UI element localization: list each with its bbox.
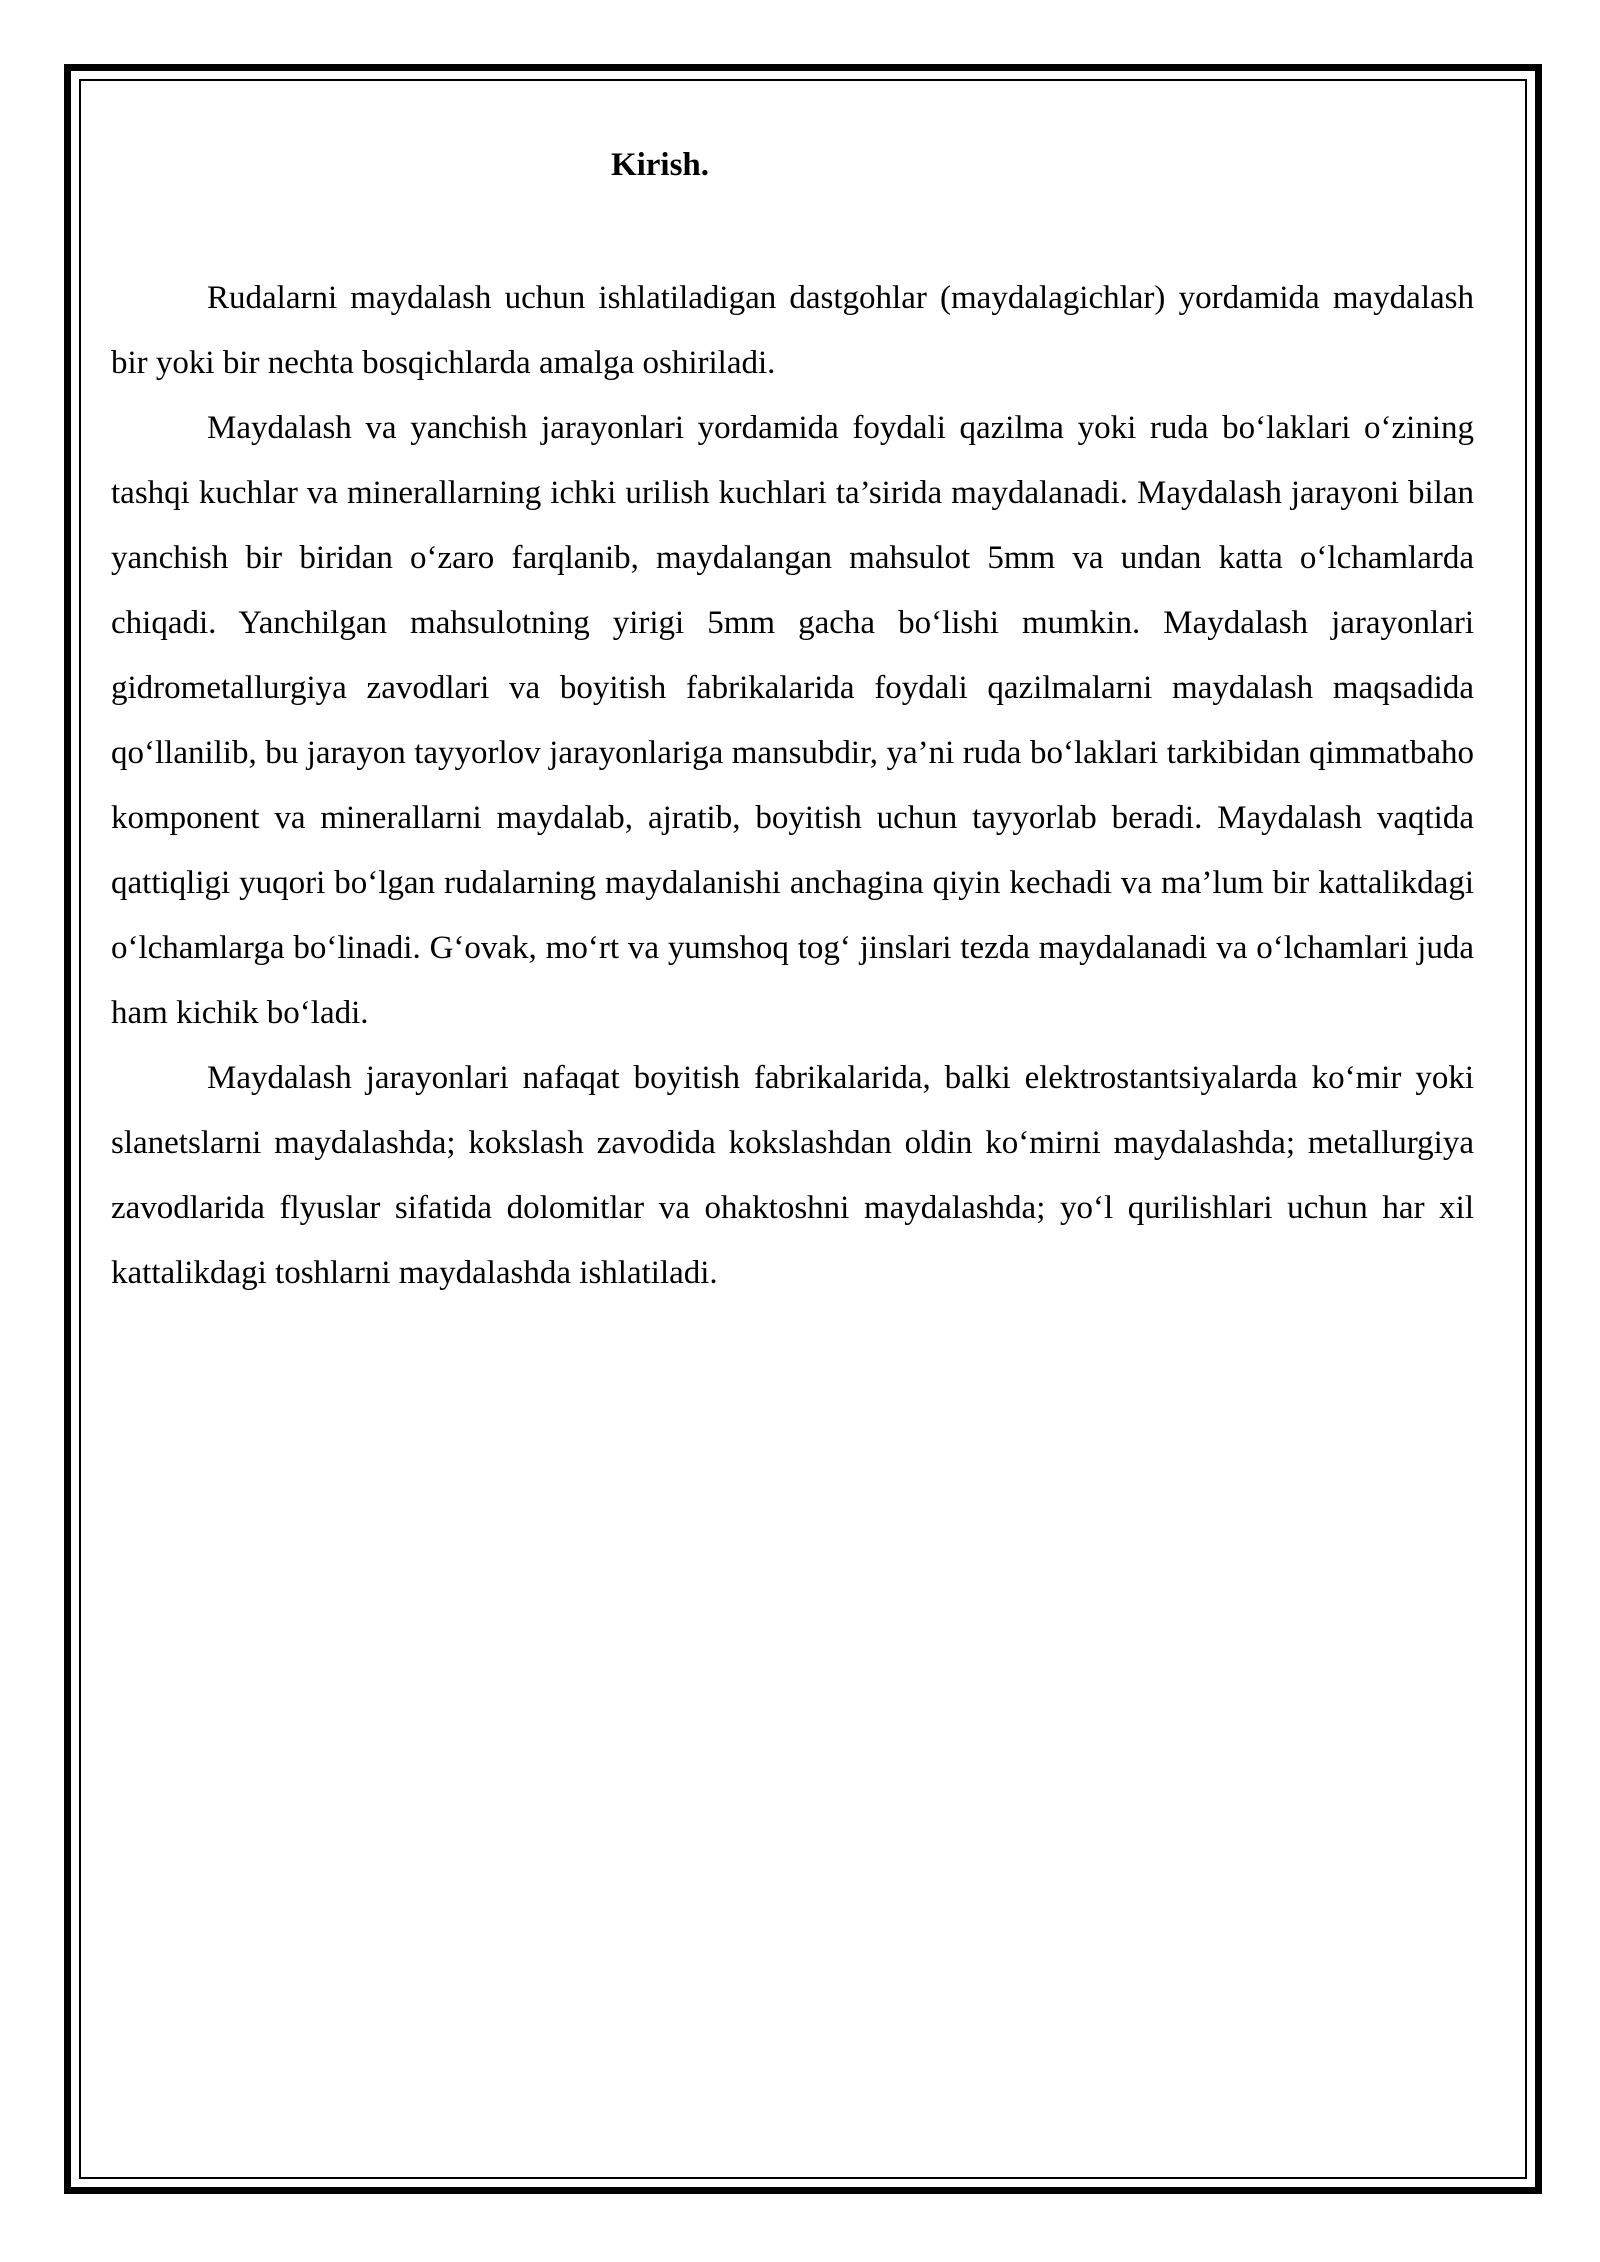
- paragraph-process: Maydalash va yanchish jarayonlari yordamida foydali qazilma yoki ruda bo‘laklari o‘zining tashqi kuchlar va minerallarning ichki urilish kuchlari ta’sirida maydalanadi. Maydalash jarayoni bilan yanchish bir biridan o‘zaro farqlanib, maydalangan mahsulot 5mm va undan katta o‘lchamlarda chiqadi. Yanchilgan mahsulotning yirigi 5mm gacha bo‘lishi mumkin. Maydalash jarayonlari gidrometallurgiya zavodlari va boyitish fabrikalarida foydali qazilmalarni maydalash maqsadida qo‘llanilib, bu jarayon tayyorlov jarayonlariga mansubdir, ya’ni ruda bo‘laklari tarkibidan qimmatbaho komponent va minerallarni maydalab, ajratib, boyitish uchun tayyorlab beradi. Maydalash vaqtida qattiqligi yuqori bo‘lgan rudalarning maydalanishi anchagina qiyin kechadi va ma’lum bir kattalikdagi o‘lchamlarga bo‘linadi. G‘ovak, mo‘rt va yumshoq tog‘ jinslari tezda maydalanadi va o‘lchamlari juda ham kichik bo‘ladi.: [111, 410, 1474, 1031]
- document-body: [111, 266, 1474, 1306]
- paragraph-intro: Rudalarni maydalash uchun ishlatiladigan dastgohlar (maydalagichlar) yordamida maydalash bir yoki bir nechta bosqichlarda amalga oshiriladi.: [111, 280, 1474, 381]
- paragraph-applications: Maydalash jarayonlari nafaqat boyitish fabrikalarida, balki elektrostantsiyalarda ko‘mir yoki slanetslarni maydalashda; kokslash zavodida kokslashdan oldin ko‘mirni maydalashda; metallurgiya zavodlarida flyuslar sifatida dolomitlar va ohaktoshni maydalashda; yo‘l qurilishlari uchun har xil kattalikdagi toshlarni maydalashda ishlatiladi.: [111, 1060, 1474, 1291]
- page-title: Kirish.: [610, 147, 710, 183]
